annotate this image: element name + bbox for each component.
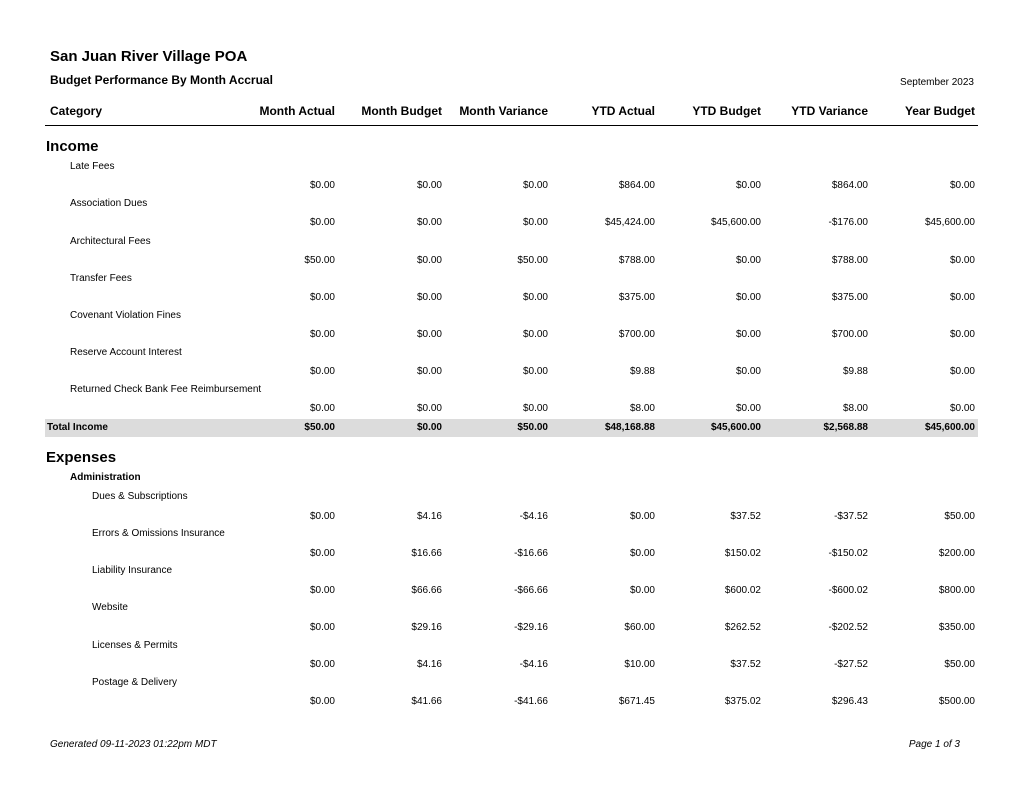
column-header-month-budget: Month Budget <box>361 104 442 118</box>
cell-month-variance: $50.00 <box>517 255 548 266</box>
total-income-label: Total Income <box>47 422 108 433</box>
row-label: Covenant Violation Fines <box>70 310 181 321</box>
cell-month-actual: $0.00 <box>309 217 335 228</box>
row-label: Reserve Account Interest <box>70 347 182 358</box>
cell-ytd-variance: $8.00 <box>842 403 868 414</box>
cell-month-budget: $4.16 <box>416 511 442 522</box>
cell-year-budget: $800.00 <box>938 585 975 596</box>
table-row <box>45 255 978 269</box>
cell-year-budget: $0.00 <box>949 180 975 191</box>
cell-month-actual: $50.00 <box>304 255 335 266</box>
cell-month-variance: -$66.66 <box>514 585 548 596</box>
cell-ytd-actual: $671.45 <box>618 696 655 707</box>
table-row <box>45 292 978 306</box>
cell-month-budget: $41.66 <box>411 696 442 707</box>
cell-month-variance: -$41.66 <box>514 696 548 707</box>
table-row <box>45 659 978 673</box>
cell-month-variance: -$16.66 <box>514 548 548 559</box>
cell-ytd-budget: $45,600.00 <box>710 217 761 228</box>
cell-ytd-actual: $0.00 <box>629 548 655 559</box>
row-label: Late Fees <box>70 161 115 172</box>
cell-year-budget: $500.00 <box>938 696 975 707</box>
group-heading-administration: Administration <box>70 472 141 483</box>
cell-month-budget: $16.66 <box>411 548 442 559</box>
cell-ytd-budget: $0.00 <box>735 366 761 377</box>
cell-ytd-actual: $864.00 <box>618 180 655 191</box>
cell-month-variance: $0.00 <box>522 366 548 377</box>
cell-year-budget: $200.00 <box>938 548 975 559</box>
row-label: Returned Check Bank Fee Reimbursement <box>70 384 262 395</box>
row-label: Postage & Delivery <box>92 677 178 688</box>
row-label: Liability Insurance <box>92 565 173 576</box>
report-period: September 2023 <box>900 77 974 88</box>
cell-ytd-variance: $2,568.88 <box>823 422 868 433</box>
cell-month-variance: $0.00 <box>522 403 548 414</box>
row-label: Transfer Fees <box>70 273 132 284</box>
cell-month-actual: $0.00 <box>309 696 335 707</box>
cell-ytd-budget: $150.02 <box>724 548 761 559</box>
cell-ytd-actual: $60.00 <box>624 622 655 633</box>
cell-month-budget: $0.00 <box>416 255 442 266</box>
column-header-month-actual: Month Actual <box>259 104 335 118</box>
column-header-ytd-actual: YTD Actual <box>591 104 655 118</box>
cell-month-actual: $0.00 <box>309 622 335 633</box>
table-row <box>45 696 978 710</box>
cell-month-actual: $0.00 <box>309 292 335 303</box>
cell-month-actual: $0.00 <box>309 585 335 596</box>
cell-ytd-actual: $0.00 <box>629 511 655 522</box>
cell-ytd-budget: $375.02 <box>724 696 761 707</box>
cell-ytd-budget: $37.52 <box>730 511 761 522</box>
cell-ytd-variance: $864.00 <box>831 180 868 191</box>
cell-month-actual: $0.00 <box>309 403 335 414</box>
cell-year-budget: $0.00 <box>949 292 975 303</box>
cell-month-budget: $0.00 <box>416 292 442 303</box>
page-number: Page 1 of 3 <box>908 739 960 750</box>
cell-ytd-budget: $262.52 <box>724 622 761 633</box>
cell-ytd-actual: $9.88 <box>629 366 655 377</box>
cell-month-variance: $0.00 <box>522 292 548 303</box>
cell-month-budget: $0.00 <box>416 403 442 414</box>
table-row <box>45 366 978 380</box>
cell-month-budget: $4.16 <box>416 659 442 670</box>
cell-year-budget: $50.00 <box>944 511 975 522</box>
cell-year-budget: $45,600.00 <box>924 217 975 228</box>
cell-ytd-variance: $788.00 <box>831 255 868 266</box>
cell-month-actual: $0.00 <box>309 511 335 522</box>
section-heading-income: Income <box>46 138 99 155</box>
table-row <box>45 329 978 343</box>
section-heading-expenses: Expenses <box>46 449 117 466</box>
table-row <box>45 403 978 417</box>
cell-month-variance: $0.00 <box>522 180 548 191</box>
cell-month-actual: $0.00 <box>309 366 335 377</box>
column-header-row <box>45 104 978 126</box>
table-row <box>45 585 978 599</box>
column-header-ytd-variance: YTD Variance <box>791 104 868 118</box>
cell-month-variance: -$29.16 <box>514 622 548 633</box>
cell-year-budget: $50.00 <box>944 659 975 670</box>
cell-ytd-variance: -$202.52 <box>828 622 868 633</box>
cell-ytd-budget: $0.00 <box>735 292 761 303</box>
cell-ytd-actual: $0.00 <box>629 585 655 596</box>
cell-month-budget: $29.16 <box>411 622 442 633</box>
cell-year-budget: $0.00 <box>949 329 975 340</box>
row-label: Errors & Omissions Insurance <box>92 528 225 539</box>
cell-ytd-budget: $0.00 <box>735 180 761 191</box>
cell-month-budget: $0.00 <box>416 329 442 340</box>
cell-ytd-actual: $788.00 <box>618 255 655 266</box>
cell-month-actual: $0.00 <box>309 180 335 191</box>
cell-year-budget: $0.00 <box>949 366 975 377</box>
cell-ytd-variance: -$176.00 <box>828 217 868 228</box>
table-row <box>45 548 978 562</box>
row-label: Association Dues <box>70 198 148 209</box>
cell-month-budget: $66.66 <box>411 585 442 596</box>
generated-timestamp: Generated 09-11-2023 01:22pm MDT <box>50 739 217 750</box>
cell-month-actual: $0.00 <box>309 659 335 670</box>
cell-ytd-variance: $700.00 <box>831 329 868 340</box>
cell-year-budget: $350.00 <box>938 622 975 633</box>
cell-ytd-actual: $10.00 <box>624 659 655 670</box>
column-header-month-variance: Month Variance <box>459 104 548 118</box>
cell-month-variance: -$4.16 <box>519 659 548 670</box>
cell-ytd-budget: $0.00 <box>735 255 761 266</box>
row-label: Dues & Subscriptions <box>92 491 188 502</box>
cell-ytd-actual: $8.00 <box>629 403 655 414</box>
total-income-row <box>45 419 978 437</box>
column-header-year-budget: Year Budget <box>904 104 975 118</box>
table-row <box>45 180 978 194</box>
cell-ytd-variance: -$37.52 <box>834 511 868 522</box>
cell-ytd-budget: $45,600.00 <box>710 422 761 433</box>
cell-year-budget: $45,600.00 <box>924 422 975 433</box>
cell-year-budget: $0.00 <box>949 403 975 414</box>
cell-month-variance: -$4.16 <box>519 511 548 522</box>
cell-ytd-variance: $9.88 <box>842 366 868 377</box>
table-row <box>45 622 978 636</box>
cell-ytd-variance: -$150.02 <box>828 548 868 559</box>
row-label: Licenses & Permits <box>92 640 178 651</box>
cell-ytd-actual: $700.00 <box>618 329 655 340</box>
cell-ytd-actual: $375.00 <box>618 292 655 303</box>
cell-year-budget: $0.00 <box>949 255 975 266</box>
row-label: Architectural Fees <box>70 236 151 247</box>
cell-month-variance: $0.00 <box>522 329 548 340</box>
cell-ytd-variance: $375.00 <box>831 292 868 303</box>
cell-month-budget: $0.00 <box>416 422 442 433</box>
cell-ytd-budget: $0.00 <box>735 403 761 414</box>
table-row <box>45 511 978 525</box>
column-header-ytd-budget: YTD Budget <box>692 104 761 118</box>
cell-ytd-variance: -$27.52 <box>834 659 868 670</box>
cell-month-budget: $0.00 <box>416 366 442 377</box>
cell-month-variance: $0.00 <box>522 217 548 228</box>
cell-ytd-budget: $37.52 <box>730 659 761 670</box>
cell-month-actual: $50.00 <box>304 422 335 433</box>
column-header-category: Category <box>50 104 103 118</box>
organization-name: San Juan River Village POA <box>50 48 248 65</box>
cell-month-actual: $0.00 <box>309 548 335 559</box>
row-label: Website <box>92 602 128 613</box>
cell-ytd-variance: -$600.02 <box>828 585 868 596</box>
cell-ytd-actual: $48,168.88 <box>604 422 655 433</box>
cell-month-budget: $0.00 <box>416 217 442 228</box>
cell-ytd-variance: $296.43 <box>831 696 868 707</box>
cell-month-variance: $50.00 <box>517 422 548 433</box>
report-title: Budget Performance By Month Accrual <box>50 73 273 87</box>
cell-ytd-actual: $45,424.00 <box>604 217 655 228</box>
cell-month-budget: $0.00 <box>416 180 442 191</box>
table-row <box>45 217 978 231</box>
cell-month-actual: $0.00 <box>309 329 335 340</box>
cell-ytd-budget: $600.02 <box>724 585 761 596</box>
cell-ytd-budget: $0.00 <box>735 329 761 340</box>
